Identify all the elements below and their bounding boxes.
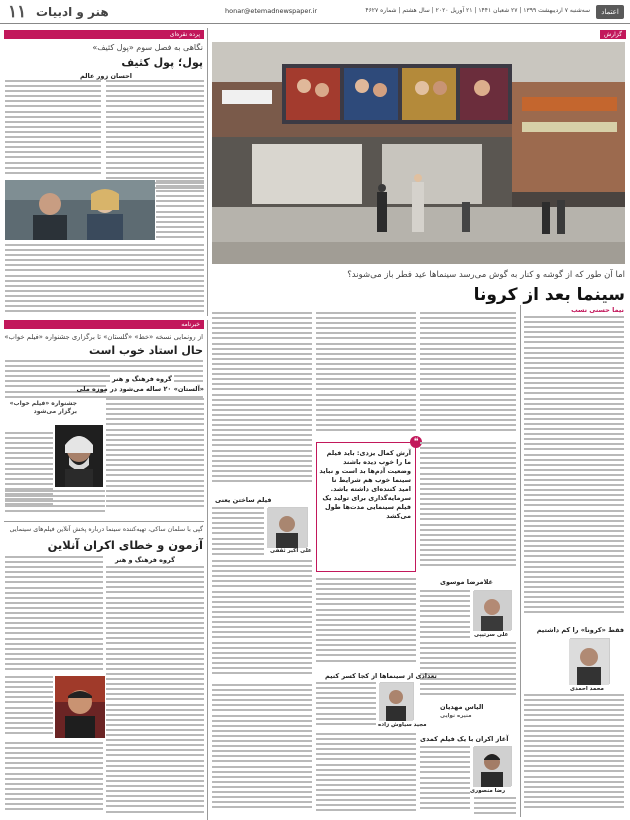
issue-info: سه‌شنبه ۷ اردیبهشت ۱۳۹۹ | ۲۷ شعبان ۱۴۴۱ | ۲۱ آوریل ۲۰۲۰ | سال هشتم | شماره ۴۶۲۷ bbox=[365, 7, 590, 14]
quote-icon: ❝ bbox=[410, 436, 422, 448]
news-headline: حال استاد خوب است bbox=[88, 344, 203, 357]
contributor-3-name: مجید سیاوش زاده bbox=[378, 722, 427, 728]
center-body-b bbox=[316, 312, 416, 437]
contributor-3-portrait bbox=[380, 682, 414, 720]
feature-headline: سینما بعد از کرونا bbox=[473, 285, 625, 305]
masthead bbox=[0, 0, 630, 24]
interview-author: گروه فرهنگ و هنر bbox=[115, 556, 175, 564]
interview-body-left-top bbox=[5, 556, 103, 676]
section-divider bbox=[4, 521, 204, 522]
feature-kicker: اما آن طور که از گوشه و کنار به گوش می‌رسد سینماها عید فطر باز می‌شوند؟ bbox=[347, 270, 625, 280]
contributor-2-name: علی اکبر ثقفی bbox=[270, 548, 312, 554]
center-body-k bbox=[316, 733, 416, 817]
section-tag-report: گزارش bbox=[600, 30, 626, 39]
right-column-heading: نیما حسنی نسب bbox=[571, 306, 624, 314]
contributor-2-portrait bbox=[268, 507, 308, 547]
center-body-h bbox=[420, 642, 516, 700]
interview-kicker: گپی با سلمان ساکی، تهیه‌کننده سینما درباره پخش آنلاین فیلم‌های سینمایی bbox=[9, 526, 203, 533]
news-kicker: از رونمایی نسخه «خط» «گلستان» تا برگزاری جشنواره «فیلم خواب» bbox=[4, 333, 203, 341]
column-rule bbox=[207, 28, 208, 316]
page-number: ۱۱ bbox=[8, 2, 27, 22]
center-body-f bbox=[212, 560, 312, 680]
maestro-portrait-photo bbox=[55, 425, 103, 487]
review-kicker: نگاهی به فصل سوم «پول کثیف» bbox=[92, 43, 203, 52]
section-title: هنر و ادبیات bbox=[36, 5, 109, 19]
contributor-3-title: تعدادی از سینماها از کجا کسر کنیم bbox=[325, 672, 437, 680]
pull-quote-box bbox=[316, 442, 416, 572]
contributor-5-title: آغاز اکران با یک فیلم کمدی bbox=[420, 735, 509, 743]
column-rule bbox=[520, 305, 521, 817]
right-column-body-bottom bbox=[524, 694, 624, 816]
center-body-i bbox=[316, 578, 416, 668]
review-author: احسان زور عالم bbox=[80, 72, 132, 80]
center-body-l bbox=[212, 684, 312, 817]
center-body-c bbox=[212, 312, 312, 492]
contributor-1-title: غلامرضا موسوی bbox=[440, 578, 493, 586]
center-body-m bbox=[420, 746, 470, 816]
review-headline: پول؛ پول کثیف bbox=[121, 56, 203, 69]
news-body-right bbox=[106, 398, 204, 510]
news-body-bottom bbox=[5, 490, 105, 518]
right-column-subheading: فقط «کرونا» را کم داشتیم bbox=[536, 626, 624, 634]
contributor-1-portrait bbox=[474, 590, 512, 630]
center-body-e bbox=[212, 507, 264, 557]
section-tag-silver-screen: پرده نقره‌ای bbox=[4, 30, 204, 39]
news-photo-caption: جشنواره «فیلم خواب» برگزار می‌شود bbox=[9, 400, 77, 415]
review-body-side bbox=[156, 180, 204, 240]
news-sub-author: گروه فرهنگ و هنر bbox=[112, 375, 172, 383]
columnist-portrait bbox=[570, 638, 610, 684]
newspaper-logo: اعتماد bbox=[596, 5, 624, 19]
section-email[interactable]: honar@etemadnewspaper.ir bbox=[225, 7, 318, 15]
review-body-right bbox=[106, 80, 204, 192]
contributor-4-name: منیره نوایی bbox=[440, 713, 472, 719]
cinema-street-photo bbox=[212, 42, 625, 264]
contributor-5-name: رضا منصوری bbox=[470, 788, 506, 794]
columnist-name: محمد احمدی bbox=[570, 686, 604, 692]
contributor-5-portrait bbox=[474, 746, 512, 786]
review-body-left bbox=[5, 80, 101, 180]
section-tag-news: خبرنامه bbox=[4, 320, 204, 329]
column-rule bbox=[207, 320, 208, 820]
center-body-a bbox=[420, 312, 516, 437]
center-body-n bbox=[474, 797, 516, 817]
pull-quote-text: آرش کمال یزدی: باید فیلم ما را خوب دیده باشند وضعیت آدم‌ها بد است و نباید سینما خوب هم شرایط نا امید کننده‌ای داشته باشد. سرمایه‌گذاری برای تولید یک فیلم سینمایی مدت‌ها طول می‌کشد bbox=[319, 449, 411, 520]
contributor-1-name: علی سرتیپی bbox=[474, 632, 509, 638]
contributor-2-title: فیلم ساختن یعنی bbox=[215, 496, 272, 504]
contributor-4-title: الیاس مهدیان bbox=[440, 703, 484, 711]
review-body-bottom bbox=[5, 244, 204, 314]
right-column-body bbox=[524, 316, 624, 621]
center-body-d bbox=[420, 442, 516, 572]
interview-body-right bbox=[106, 566, 204, 816]
interview-body-left-bottom bbox=[5, 742, 103, 816]
interview-body-left-side bbox=[5, 676, 53, 738]
interview-headline: آزمون و خطای اکران آنلاین bbox=[47, 538, 203, 552]
center-body-g bbox=[420, 590, 470, 640]
ozark-still-photo bbox=[5, 180, 155, 240]
producer-portrait-photo bbox=[55, 676, 105, 738]
center-body-j bbox=[316, 682, 376, 730]
news-sub-headline: «آلستان» ۲۰ ساله می‌شود در موزه ملی bbox=[76, 385, 204, 393]
